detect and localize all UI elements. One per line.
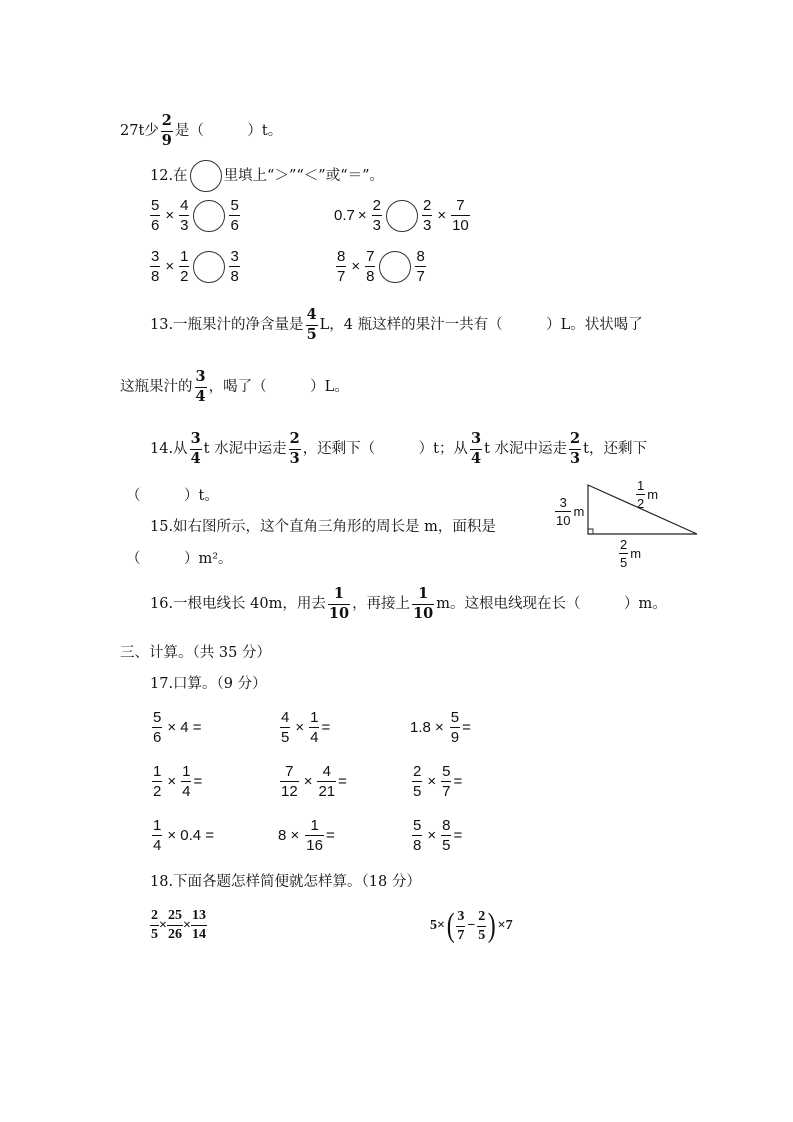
q11-suffix: 是（ ）t。 — [174, 123, 283, 139]
q17-item: 1.8 × $\frac{5}{9}$ = — [410, 709, 471, 746]
q11-prefix: 27t少 — [120, 123, 159, 139]
q12-item-2: 0.7 × $\frac{2}{3}$ $\frac{2}{3}$ × $\frac{7}{10}$ — [334, 197, 469, 234]
q17-item: $\frac{4}{5}$ × $\frac{1}{4}$ = — [281, 709, 331, 746]
q14-line2: （ ）t。 — [126, 488, 219, 504]
q12-item-4: $\frac{8}{7}$ × $\frac{7}{8}$ $\frac{8}{7}$ — [337, 248, 425, 285]
q17-item: $\frac{1}{4}$ × 0.4 = — [153, 817, 215, 854]
q14-line1: 14.从 $\frac{3}{4}$ t 水泥中运走 $\frac{2}{3}$ ，还剩下（ ）t；从 $\frac{3}{4}$ t 水泥中运走 $\frac{2}{3}$ t，还剩下 — [150, 430, 647, 467]
answer-circle[interactable] — [190, 160, 222, 192]
q16-line: 16.一根电线长 40m，用去 $\frac{1}{10}$ ，再接上 $\frac{1}{10}$ m。这根电线现在长（ ）m。 — [150, 585, 667, 622]
q12-item-3: $\frac{3}{8}$ × $\frac{1}{2}$ $\frac{3}{8}$ — [151, 248, 239, 285]
q11-fraction: $\frac{2}{9}$ — [161, 112, 172, 149]
q17-item: 8 × $\frac{1}{16}$ = — [278, 817, 335, 854]
q12-intro — [150, 160, 384, 192]
compare-circle[interactable] — [193, 251, 225, 283]
q15-line2: （ ）m²。 — [126, 551, 233, 567]
q12-intro-before: 12.在 — [150, 168, 188, 184]
compare-circle[interactable] — [386, 200, 418, 232]
triangle-hypotenuse-label: $\frac{1}{2}$ m — [637, 478, 659, 511]
q17-item: $\frac{2}{5}$ × $\frac{5}{7}$ = — [413, 763, 463, 800]
right-angle-mark — [588, 529, 593, 534]
q17-item: $\frac{7}{12}$ × $\frac{4}{21}$ = — [281, 763, 347, 800]
q11-line — [120, 114, 282, 148]
q15-line1: 15.如右图所示，这个直角三角形的周长是 m，面积是 — [150, 519, 496, 535]
compare-circle[interactable] — [193, 200, 225, 232]
q12-item-1: $\frac{5}{6}$ × $\frac{4}{3}$ $\frac{5}{6}$ — [151, 197, 239, 234]
q17-item: $\frac{1}{2}$ × $\frac{1}{4}$ = — [153, 763, 203, 800]
q12-intro-after: 里填上“＞”“＜”或“＝”。 — [223, 168, 385, 184]
triangle-bottom-label: $\frac{2}{5}$ m — [620, 537, 642, 570]
q17-title: 17.口算。（9 分） — [150, 676, 267, 692]
q17-item: $\frac{5}{6}$ × 4 = — [153, 709, 202, 746]
q18-title: 18.下面各题怎样简便就怎样算。（18 分） — [150, 874, 421, 890]
triangle-left-label: $\frac{3}{10}$ m — [556, 495, 585, 528]
q13-line2: 这瓶果汁的 $\frac{3}{4}$ ，喝了（ ）L。 — [120, 368, 349, 405]
compare-circle[interactable] — [379, 251, 411, 283]
section-three-title: 三、计算。（共 35 分） — [120, 645, 271, 661]
q13-line1: 13.一瓶果汁的净含量是 $\frac{4}{5}$ L，4 瓶这样的果汁一共有（ ）L。状状喝了 — [150, 306, 643, 343]
q17-item: $\frac{5}{8}$ × $\frac{8}{5}$ = — [413, 817, 463, 854]
q18-expression-2: 5× ( $\frac{3}{7}$ − $\frac{2}{5}$ ) ×7 — [430, 907, 513, 944]
q18-expression-1: $\frac{2}{5}$ × $\frac{25}{26}$ × $\frac{13}{14}$ — [151, 908, 206, 942]
